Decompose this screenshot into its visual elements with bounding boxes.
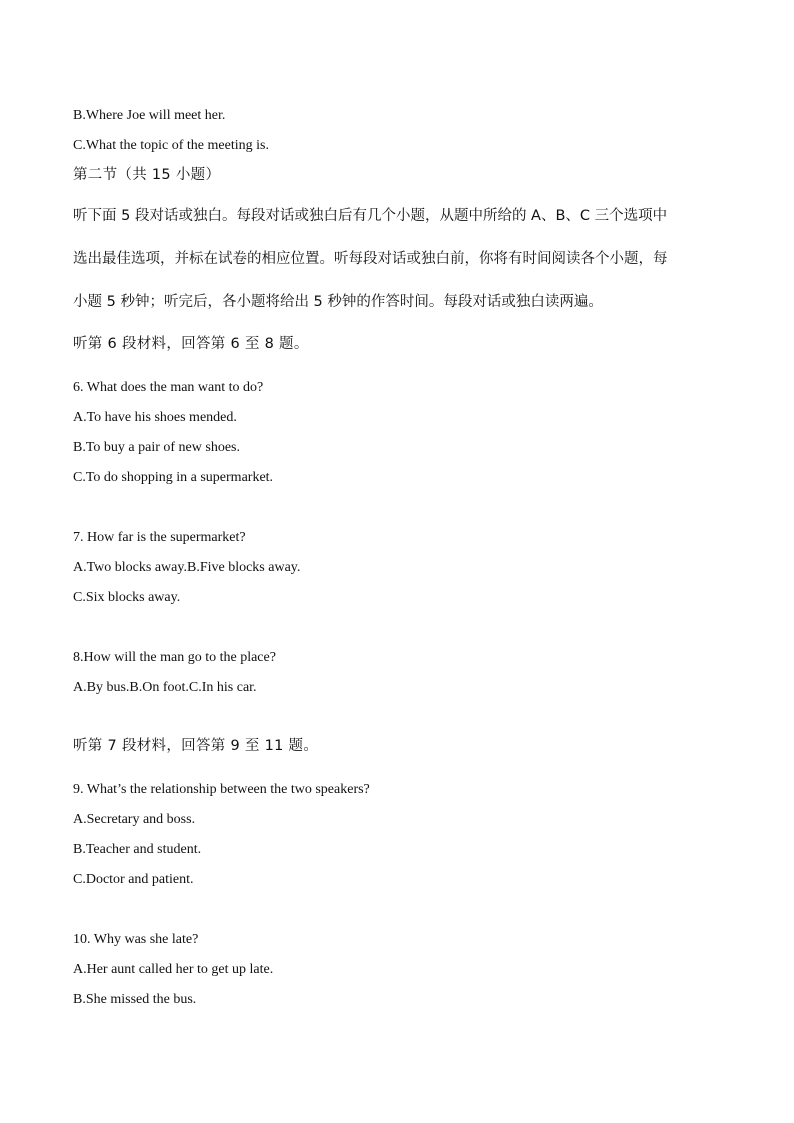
section-title: 第二节（共 15 小题） (73, 167, 221, 183)
section-instruction (73, 195, 725, 324)
question-8: 8.How will the man go to the place? (73, 650, 276, 665)
instruction-line-3: 小题 5 秒钟；听完后，各小题将给出 5 秒钟的作答时间。每段对话或独白读两遍。 (73, 294, 603, 310)
material-6-heading: 听第 6 段材料，回答第 6 至 8 题。 (73, 336, 309, 352)
instruction-line-1: 听下面 5 段对话或独白。每段对话或独白后有几个小题，从题中所给的 A、B、C 三个选项中 (73, 208, 668, 224)
material-7-heading: 听第 7 段材料，回答第 9 至 11 题。 (73, 738, 319, 754)
question-9-option-c: C.Doctor and patient. (73, 872, 194, 887)
q5-option-c: C.What the topic of the meeting is. (73, 138, 269, 153)
question-10-option-b: B.She missed the bus. (73, 992, 197, 1007)
question-6-option-c: C.To do shopping in a supermarket. (73, 470, 274, 485)
question-6-option-a: A.To have his shoes mended. (73, 410, 237, 425)
q5-option-b: B.Where Joe will meet her. (73, 108, 226, 123)
question-8-options: A.By bus.B.On foot.C.In his car. (73, 680, 257, 695)
question-9-option-b: B.Teacher and student. (73, 842, 202, 857)
instruction-line-2: 选出最佳选项，并标在试卷的相应位置。听每段对话或独白前，你将有时间阅读各个小题，每 (73, 251, 668, 267)
question-7-options-ab: A.Two blocks away.B.Five blocks away. (73, 560, 301, 575)
question-10-option-a: A.Her aunt called her to get up late. (73, 962, 274, 977)
question-10: 10. Why was she late? (73, 932, 199, 947)
question-9-option-a: A.Secretary and boss. (73, 812, 196, 827)
question-9: 9. What’s the relationship between the two speakers? (73, 782, 370, 797)
question-6-option-b: B.To buy a pair of new shoes. (73, 440, 240, 455)
question-6: 6. What does the man want to do? (73, 380, 264, 395)
question-7-option-c: C.Six blocks away. (73, 590, 181, 605)
question-7: 7. How far is the supermarket? (73, 530, 246, 545)
